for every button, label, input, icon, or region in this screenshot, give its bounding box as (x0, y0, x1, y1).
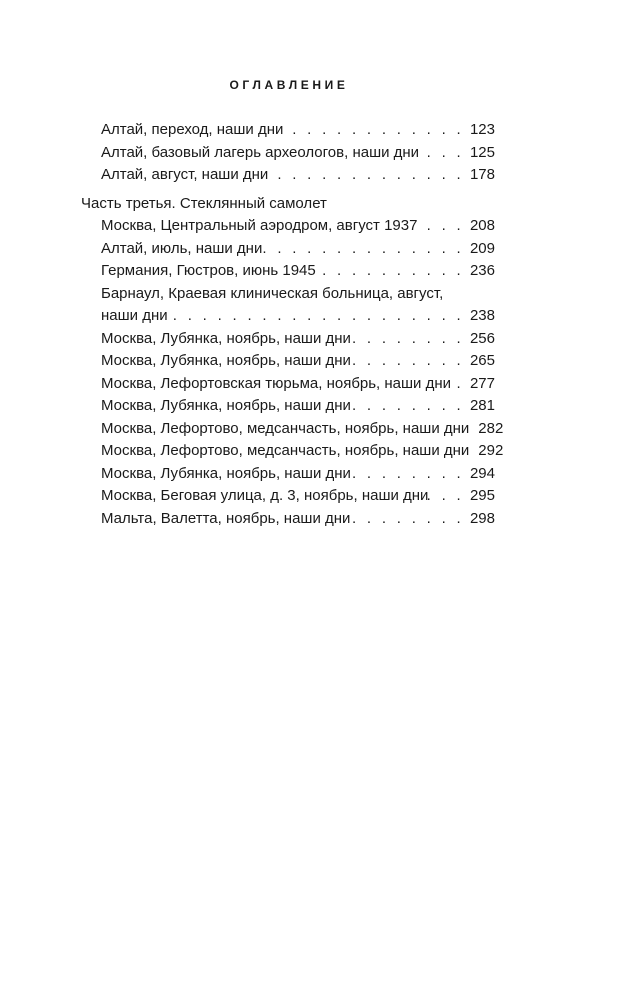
table-of-contents (81, 119, 504, 530)
toc-entry-label: Москва, Беговая улица, д. 3, ноябрь, наши дни (101, 485, 428, 508)
toc-entry[interactable] (81, 418, 504, 441)
dot-leader (451, 373, 467, 396)
toc-page-number: 125 (469, 143, 495, 161)
toc-entry-label: Москва, Лубянка, ноябрь, наши дни (101, 350, 351, 373)
toc-entry-label: Москва, Лефортовская тюрьма, ноябрь, наши дни (101, 373, 451, 396)
toc-entry-label: Алтай, базовый лагерь археологов, наши дни (101, 142, 419, 165)
dot-leader (268, 164, 467, 187)
toc-entry-label: Москва, Лубянка, ноябрь, наши дни (101, 395, 351, 418)
toc-page-number: 281 (469, 397, 495, 414)
dot-leader (350, 508, 467, 531)
toc-entry-label: Москва, Лубянка, ноябрь, наши дни (101, 328, 351, 351)
toc-page-number: 123 (469, 121, 495, 138)
toc-page-number: 208 (469, 217, 495, 234)
toc-entry[interactable] (81, 238, 495, 261)
toc-page-number: 277 (469, 374, 495, 392)
toc-entry[interactable] (81, 350, 495, 373)
toc-entry-label: Москва, Лубянка, ноябрь, наши дни (101, 463, 351, 486)
toc-entry[interactable] (81, 395, 495, 418)
toc-entry[interactable] (81, 305, 495, 328)
toc-entry-label: Германия, Гюстров, июнь 1945 (101, 260, 316, 283)
toc-entry-label: Мальта, Валетта, ноябрь, наши дни (101, 508, 350, 531)
dot-leader (351, 395, 467, 418)
part-heading[interactable]: Часть третья. Стеклянный самолет (81, 194, 327, 212)
toc-entry[interactable] (81, 440, 504, 463)
dot-leader (351, 350, 467, 373)
toc-entry[interactable] (81, 463, 495, 486)
toc-entry-label: Алтай, переход, наши дни (101, 119, 283, 142)
toc-entry[interactable] (81, 373, 495, 396)
toc-page-number: 282 (478, 419, 504, 437)
toc-entry[interactable] (81, 142, 495, 165)
dot-leader (428, 485, 467, 508)
toc-entry[interactable] (81, 485, 495, 508)
toc-page-number: 265 (469, 352, 495, 369)
toc-page-number: 292 (478, 442, 504, 459)
toc-page-number: 298 (469, 509, 495, 527)
toc-entry[interactable] (81, 164, 495, 187)
dot-leader (316, 260, 467, 283)
toc-entry-label: Москва, Центральный аэродром, август 1937 (101, 215, 417, 238)
page-title: ОГЛАВЛЕНИЕ (229, 78, 349, 92)
toc-page-number: 209 (469, 239, 495, 257)
dot-leader (419, 142, 467, 165)
toc-entry[interactable] (81, 215, 495, 238)
dot-leader (283, 119, 467, 142)
toc-entry-label-line1[interactable]: Барнаул, Краевая клиническая больница, август, (101, 284, 444, 302)
toc-page-number: 236 (469, 262, 495, 279)
dot-leader (262, 238, 467, 261)
toc-entry-label: Алтай, июль, наши дни (101, 238, 262, 261)
toc-entry-label: наши дни (101, 305, 168, 328)
toc-entry[interactable] (81, 328, 495, 351)
toc-entry[interactable] (81, 260, 495, 283)
toc-page-number: 178 (469, 166, 495, 183)
toc-page-number: 295 (469, 487, 495, 504)
toc-page-number: 294 (469, 464, 495, 482)
dot-leader (417, 215, 467, 238)
toc-page-number: 238 (469, 307, 495, 324)
dot-leader (351, 463, 467, 486)
dot-leader (168, 305, 467, 328)
toc-entry[interactable] (81, 119, 495, 142)
toc-entry-label: Алтай, август, наши дни (101, 164, 268, 187)
toc-page-number: 256 (469, 329, 495, 347)
toc-entry[interactable] (81, 508, 495, 531)
dot-leader (351, 328, 467, 351)
toc-entry-label: Москва, Лефортово, медсанчасть, ноябрь, наши дни (101, 440, 469, 463)
toc-entry-label: Москва, Лефортово, медсанчасть, ноябрь, наши дни (101, 418, 469, 441)
